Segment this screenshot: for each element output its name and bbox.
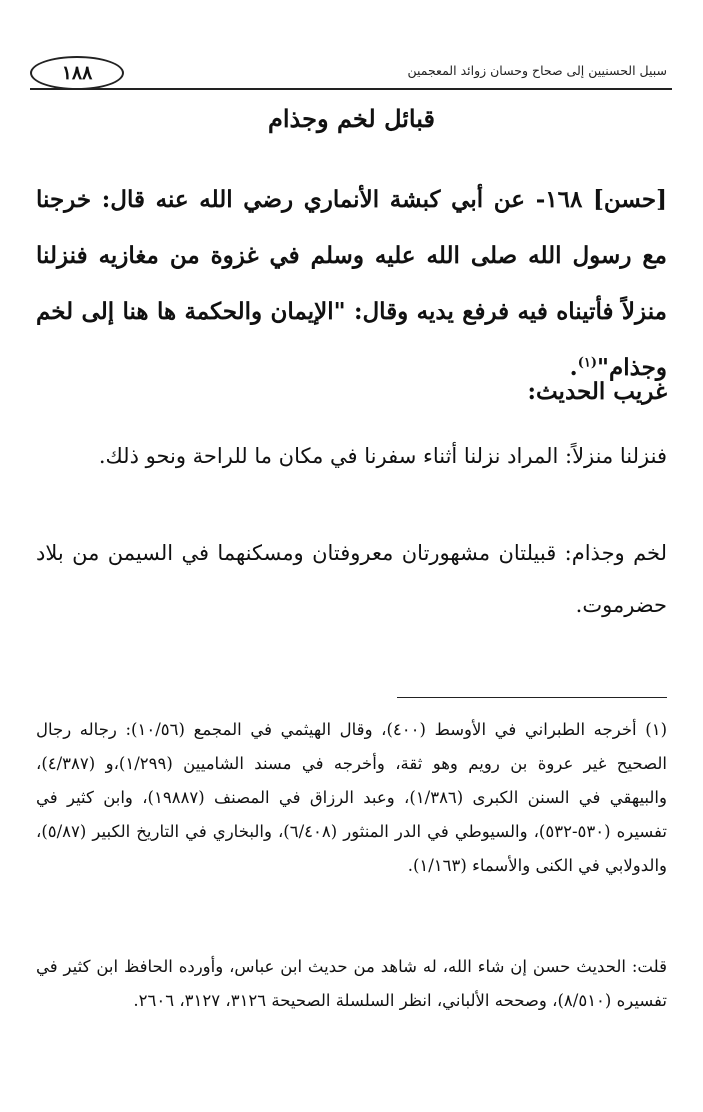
running-title: سبيل الحسنيين إلى صحاح وحسان زوائد المعجمين [407,63,667,78]
page-number: ١٨٨ [30,56,124,90]
hadith-paragraph [36,172,667,396]
footnote-1: (١) أخرجه الطبراني في الأوسط (٤٠٠)، وقال الهيثمي في المجمع (١٠/٥٦): رجاله رجال الصحيح غير عروة بن رويم وهو ثقة، وأخرجه في مسند الشاميين (١/٢٩٩)،و (٤/٣٨٧)، والبيهقي في السنن الكبرى (١/٣٨٦)، وعبد الرزاق في المصنف (١٩٨٨٧)، وابن كثير في تفسيره (٥٣٠-٥٣٢)، والسيوطي في الدر المنثور (٦/٤٠٨)، والبخاري في التاريخ الكبير (٥/٨٧)، والدولابي في الكنى والأسماء (١/١٦٣). [36,720,667,875]
chapter-title: قبائل لخم وجذام [268,104,435,133]
gloss-item: لخم وجذام: قبيلتان مشهورتان معروفتان ومسكنهما في السيمن من بلاد حضرموت. [36,541,667,617]
gharib-heading: غريب الحديث: [527,378,667,405]
hadith-grade: [حسن] [592,186,667,213]
footnote-reference: (١) [577,355,597,371]
header-rule [30,88,672,90]
hadith-text: ١٦٨- عن أبي كبشة الأنماري رضي الله عنه قال: خرجنا مع رسول الله صلى الله عليه وسلم في غزوة من مغازيه فنزلنا منزلاً فأتيناه فيه فرفع يديه وقال: "الإيمان والحكمة ها هنا إلى لخم وجذام" [36,186,667,381]
hadith-end: . [569,354,578,381]
footnote-separator [397,697,667,698]
footnote-note: قلت: الحديث حسن إن شاء الله، له شاهد من حديث ابن عباس، وأورده الحافظ ابن كثير في تفسيره (٨/٥١٠)، وصححه الألباني، انظر السلسلة الصحيحة ٣١٢٦، ٣١٢٧، ٢٦٠٦. [36,957,667,1010]
gloss-item: فنزلنا منزلاً: المراد نزلنا أثناء سفرنا في مكان ما للراحة ونحو ذلك. [98,444,667,468]
